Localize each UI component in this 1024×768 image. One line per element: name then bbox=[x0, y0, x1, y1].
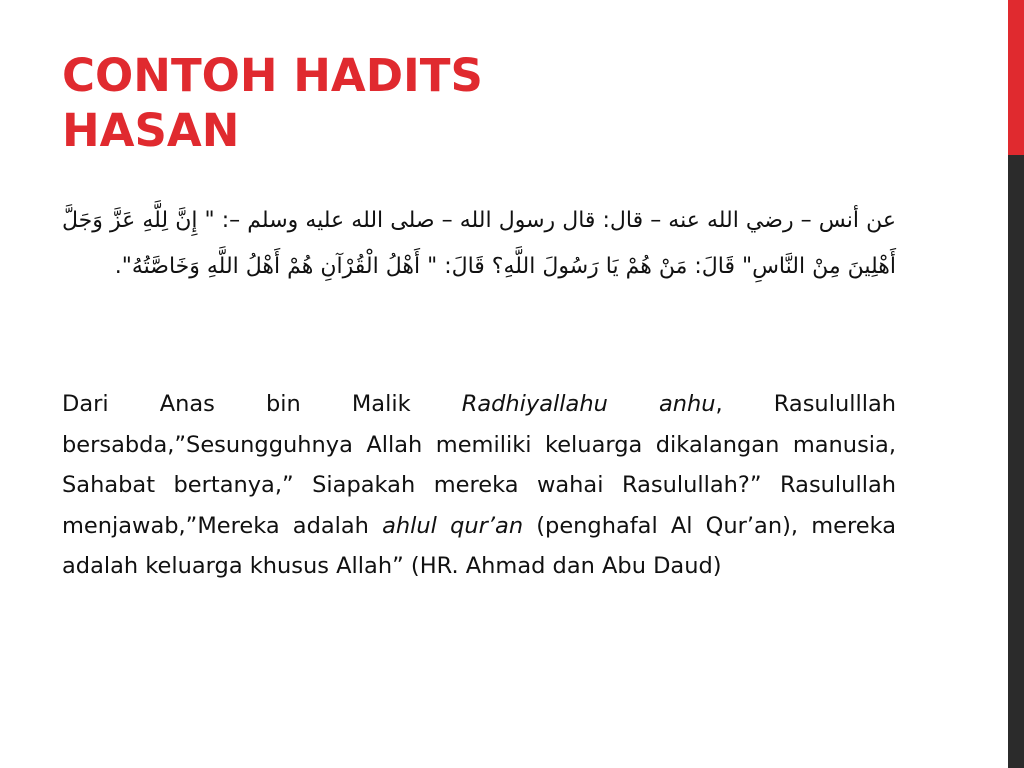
translation-part-5: (penghafal Al Qur’an), mereka adalah keluarga khusus Allah” (HR. Ahmad dan Abu Daud) bbox=[62, 512, 896, 579]
translation-italic-radhiyallahu: Radhiyallahu anhu bbox=[461, 391, 716, 417]
translation-part-3: , Rasululllah bersabda,”Sesungguhnya Allah memiliki keluarga dikalangan manusia, Sahabat bertanya,” Siapakah mereka wahai Rasulullah?” Rasulullah menjawab,”Mereka adalah bbox=[62, 391, 897, 539]
title-line-2: HASAN bbox=[62, 104, 240, 157]
translation-part-1: Dari Anas bin Malik bbox=[62, 391, 462, 417]
accent-bar-dark bbox=[1008, 155, 1024, 768]
arabic-hadith-text: عن أنس – رضي الله عنه – قال: قال رسول الله – صلى الله عليه وسلم –: " إِنَّ لِلَّهِ عَزَّ وَجَلَّ أَهْلِينَ مِنْ النَّاسِ" قَالَ: مَنْ هُمْ يَا رَسُولَ اللَّهِ؟ قَالَ: " أَهْلُ الْقُرْآنِ هُمْ أَهْلُ اللَّهِ وَخَاصَّتُهُ". bbox=[62, 208, 896, 279]
title-line-1: CONTOH HADITS bbox=[62, 49, 483, 102]
accent-bar-red bbox=[1008, 0, 1024, 155]
translation-paragraph bbox=[62, 384, 896, 587]
slide-title bbox=[62, 48, 962, 158]
translation-italic-ahlul-quran: ahlul qur’an bbox=[382, 512, 524, 539]
